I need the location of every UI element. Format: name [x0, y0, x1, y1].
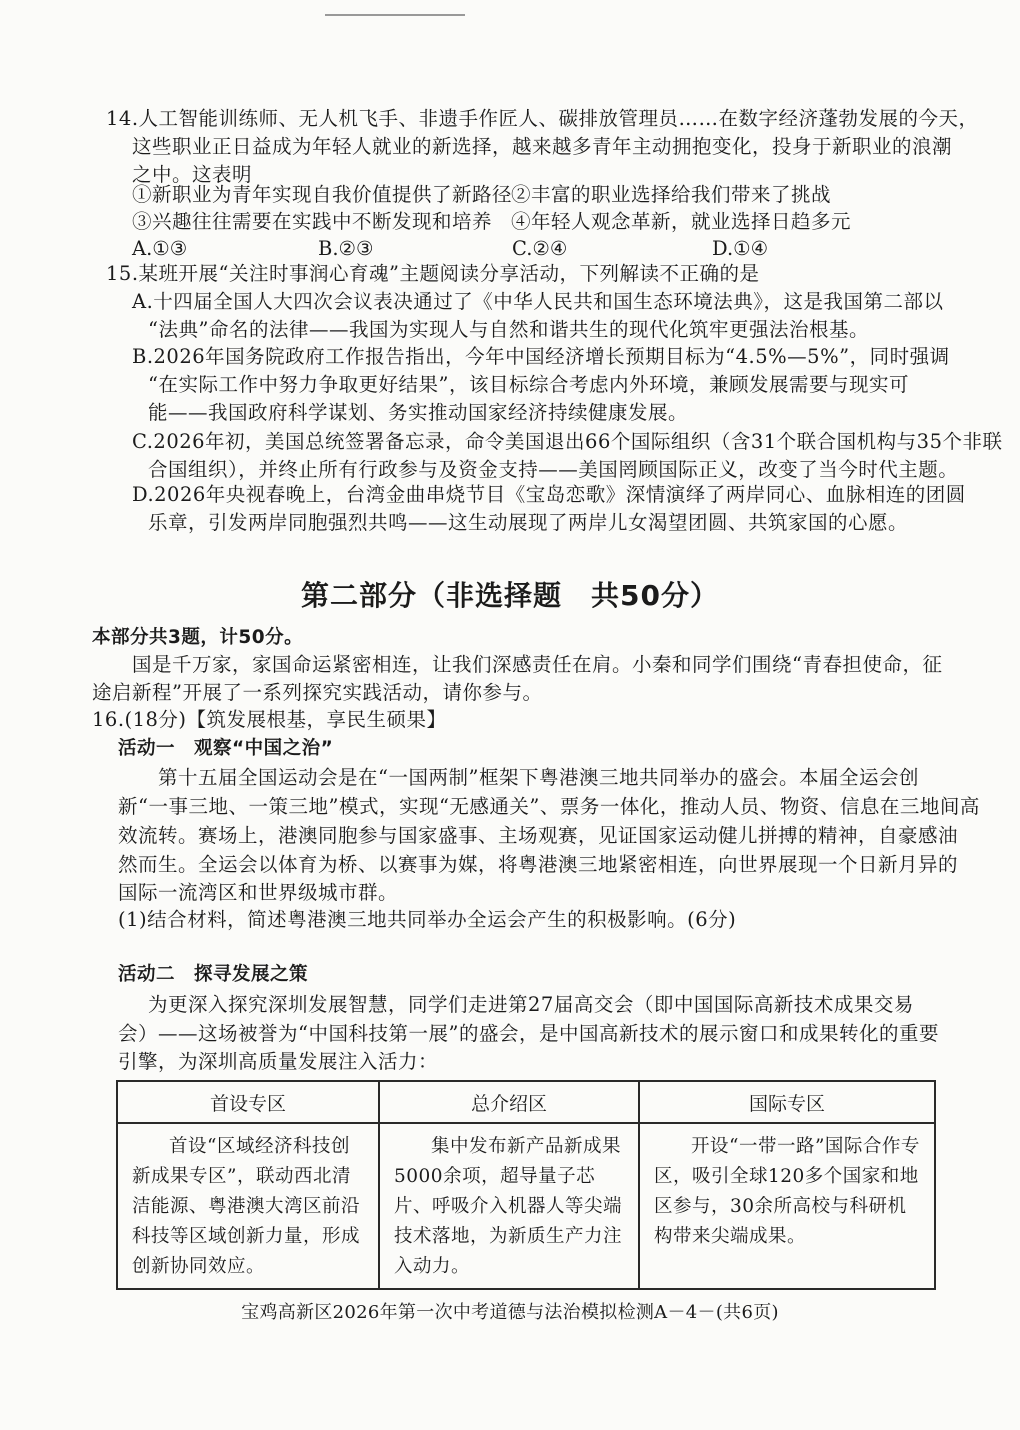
q14-option-d: D.①④ [712, 237, 769, 260]
q15-option-b-line-2: “在实际工作中努力争取更好结果”，该目标综合考虑内外环境，兼顾发展需要与现实可 [148, 373, 909, 396]
top-rule [325, 14, 465, 16]
part2-title: 第二部分（非选择题 共50分） [301, 579, 719, 612]
q15-stem: 15.某班开展“关注时事润心育魂”主题阅读分享活动，下列解读不正确的是 [106, 262, 760, 285]
q15-option-d-line-2: 乐章，引发两岸同胞强烈共鸣——这生动展现了两岸儿女渴望团圆、共筑家国的心愿。 [148, 511, 909, 534]
q14-stem-line-1: 14.人工智能训练师、无人机飞手、非遗手作匠人、碳排放管理员……在数字经济蓬勃发展的今天， [106, 107, 979, 130]
table-cell: 开设“一带一路”国际合作专区，吸引全球120多个国家和地区参与，30余所高校与科研机构带来尖端成果。 [639, 1123, 935, 1289]
q14-statement-4: ④年轻人观念革新，就业选择日趋多元 [511, 210, 852, 233]
q15-option-a-line-1: A.十四届全国人大四次会议表决通过了《中华人民共和国生态环境法典》，这是我国第二部以 [132, 290, 944, 313]
activity1-material-line-2: 新“一事三地、一策三地”模式，实现“无感通关”、票务一体化，推动人员、物资、信息在三地间高 [118, 795, 980, 818]
activity2-material-line-1: 为更深入探究深圳发展智慧，同学们走进第27届高交会（即中国国际高新技术成果交易 [148, 993, 914, 1016]
part2-intro-line-2: 途启新程”开展了一系列探究实践活动，请你参与。 [92, 681, 543, 704]
q15-option-a-line-2: “法典”命名的法律——我国为实现人与自然和谐共生的现代化筑牢更强法治根基。 [148, 318, 869, 341]
activity1-title: 活动一 观察“中国之治” [118, 738, 334, 759]
table-header-row [117, 1081, 935, 1123]
q15-option-d-line-1: D.2026年央视春晚上，台湾金曲串烧节目《宝岛恋歌》深情演绎了两岸同心、血脉相连的团圆 [132, 483, 966, 506]
part2-note: 本部分共3题，计50分。 [92, 627, 304, 648]
table-header-cell: 首设专区 [117, 1081, 379, 1123]
table-header-cell: 总介绍区 [379, 1081, 639, 1123]
q14-option-b: B.②③ [318, 237, 374, 260]
table-cell: 集中发布新产品新成果5000余项，超导量子芯片、呼吸介入机器人等尖端技术落地，为新质生产力注入动力。 [379, 1123, 639, 1289]
q14-statement-2: ②丰富的职业选择给我们带来了挑战 [511, 183, 832, 206]
q14-statement-3: ③兴趣往往需要在实践中不断发现和培养 [132, 210, 493, 233]
q14-statement-1: ①新职业为青年实现自我价值提供了新路径 [132, 183, 513, 206]
q14-stem-line-2: 这些职业正日益成为年轻人就业的新选择，越来越多青年主动拥抱变化，投身于新职业的浪潮 [132, 135, 953, 158]
q14-option-a: A.①③ [132, 237, 188, 260]
activity1-material-line-5: 国际一流湾区和世界级城市群。 [118, 881, 399, 904]
activity1-material-line-4: 然而生。全运会以体育为桥、以赛事为媒，将粤港澳三地紧密相连，向世界展现一个日新月异的 [118, 853, 959, 876]
activity1-material-line-3: 效流转。赛场上，港澳同胞参与国家盛事、主场观赛，见证国家运动健儿拼搏的精神，自豪感油 [118, 824, 959, 847]
q15-option-c-line-2: 合国组织），并终止所有行政参与及资金支持——美国罔顾国际正义，改变了当今时代主题。 [148, 458, 959, 481]
activity2-material-line-2: 会）——这场被誉为“中国科技第一展”的盛会，是中国高新技术的展示窗口和成果转化的重要 [118, 1022, 939, 1045]
activity1-material-line-1: 第十五届全国运动会是在“一国两制”框架下粤港澳三地共同举办的盛会。本届全运会创 [158, 766, 919, 789]
activity1-question: (1)结合材料，简述粤港澳三地共同举办全运会产生的积极影响。(6分) [118, 908, 737, 931]
q16-header: 16.(18分)【筑发展根基，享民生硕果】 [92, 708, 447, 731]
q15-option-c-line-1: C.2026年初，美国总统签署备忘录，命令美国退出66个国际组织（含31个联合国机构与35个非联 [132, 430, 1003, 453]
table-header-cell: 国际专区 [639, 1081, 935, 1123]
q15-option-b-line-3: 能——我国政府科学谋划、务实推动国家经济持续健康发展。 [148, 401, 689, 424]
q14-stem-line-3: 之中。这表明 [132, 163, 253, 186]
activity2-title: 活动二 探寻发展之策 [118, 964, 309, 985]
q15-option-b-line-1: B.2026年国务院政府工作报告指出，今年中国经济增长预期目标为“4.5%—5%”，同时强调 [132, 345, 950, 368]
activity2-material-line-3: 引擎，为深圳高质量发展注入活力： [118, 1050, 439, 1073]
part2-intro-line-1: 国是千万家，家国命运紧密相连，让我们深感责任在肩。小秦和同学们围绕“青春担使命，征 [132, 653, 943, 676]
page-footer: 宝鸡高新区2026年第一次中考道德与法治模拟检测A－4－(共6页) [241, 1302, 779, 1323]
table-row [117, 1123, 935, 1289]
q14-option-c: C.②④ [512, 237, 568, 260]
table-cell: 首设“区域经济科技创新成果专区”，联动西北清洁能源、粤港澳大湾区前沿科技等区域创新力量，形成创新协同效应。 [117, 1123, 379, 1289]
gaojiaohui-table [116, 1080, 936, 1290]
